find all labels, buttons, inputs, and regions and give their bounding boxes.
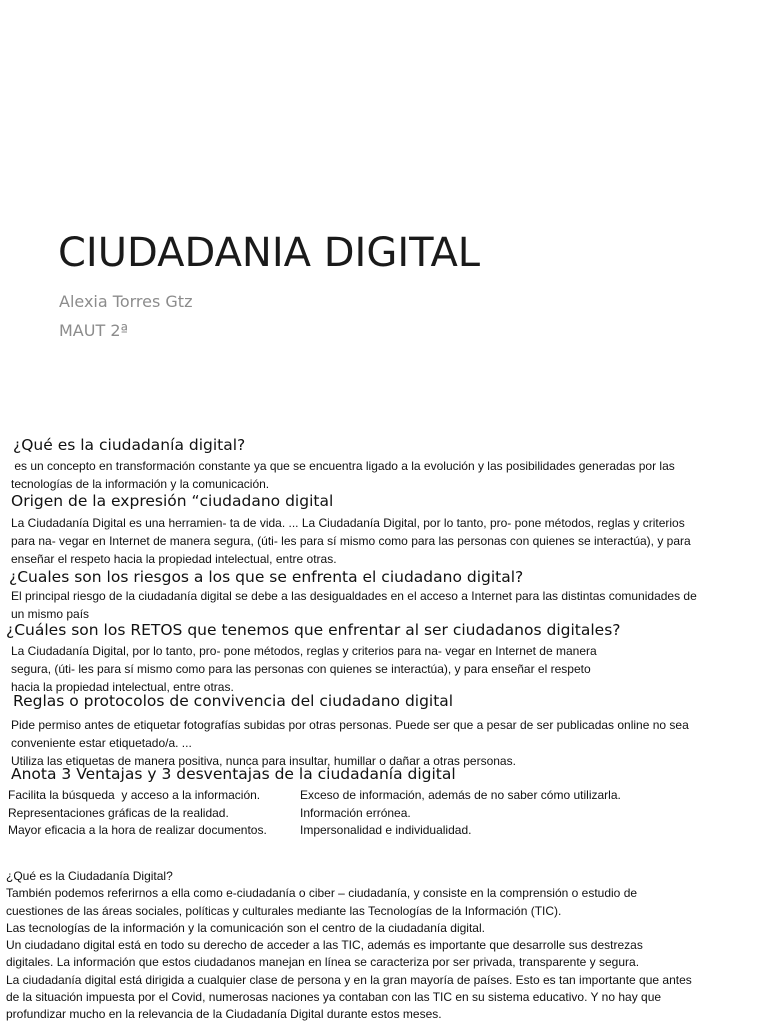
text-line: La ciudadanía digital está dirigida a cualquier clase de persona y en la gran mayoría de países. Esto es tan importante que antes (6, 972, 692, 987)
answer-2 (11, 514, 691, 568)
text-line: profundizar mucho en la relevancia de la Ciudadanía Digital durante estos meses. (6, 1007, 442, 1022)
answer-line: enseñar el respeto hacia la propiedad intelectual, entre otras. (11, 552, 337, 566)
answer-line: tecnologías de la información y la comunicación. (11, 477, 270, 491)
text-line: Las tecnologías de la información y la comunicación son el centro de la ciudadanía digital. (6, 920, 485, 935)
question-heading-6: Anota 3 Ventajas y 3 desventajas de la ciudadanía digital (11, 765, 456, 783)
answer-line: segura, (úti- les para sí mismo como para las personas con quienes se interactúa), y para enseñar el respeto (11, 662, 591, 676)
question-heading-1: ¿Qué es la ciudadanía digital? (13, 436, 246, 454)
author-name: Alexia Torres Gtz (59, 292, 193, 311)
answer-line: Pide permiso antes de etiquetar fotografías subidas por otras personas. Puede ser que a pesar de ser publicadas online no sea (11, 718, 689, 732)
text-line: También podemos referirnos a ella como e-ciudadanía o ciber – ciudadanía, y consiste en la comprensión o estudio de (6, 886, 638, 901)
desventaja-item: Información errónea. (300, 805, 411, 820)
group-label: MAUT 2ª (59, 321, 129, 340)
answer-line: es un concepto en transformación constante ya que se encuentra ligado a la evolución y las posibilidades generadas por las (11, 459, 675, 473)
question-heading-5: Reglas o protocolos de convivencia del ciudadano digital (13, 692, 454, 710)
question-heading-4: ¿Cuáles son los RETOS que tenemos que enfrentar al ser ciudadanos digitales? (6, 621, 621, 639)
question-heading-2: Origen de la expresión “ciudadano digital (11, 492, 334, 510)
answer-line: para na- vegar en Internet de manera segura, (úti- les para sí mismo como para las personas con quienes se interactúa), y para (11, 534, 691, 548)
answer-line: un mismo país (11, 607, 90, 621)
answer-line: Utiliza las etiquetas de manera positiva, nunca para insultar, humillar o dañar a otras personas. (11, 754, 516, 768)
answer-3 (11, 587, 697, 623)
text-slide (6, 868, 692, 1024)
question-heading-3: ¿Cuales son los riesgos a los que se enfrenta el ciudadano digital? (9, 568, 524, 586)
text-line: digitales. La información que estos ciudadanos manejan en línea se caracteriza por ser privada, transparente y segura. (6, 955, 640, 970)
text-line: de la situación impuesta por el Covid, numerosas naciones ya contaban con las TIC en su sistema educativo. Y no hay que (6, 990, 662, 1005)
text-line: cuestiones de las áreas sociales, políticas y culturales mediante las Tecnologías de la Información (TIC). (6, 903, 562, 918)
answer-line: El principal riesgo de la ciudadanía digital se debe a las desigualdades en el acceso a Internet para las distintas comunidades de (11, 589, 697, 603)
ventaja-item: Facilita la búsqueda y acceso a la información. (8, 788, 261, 802)
answer-line: conveniente estar etiquetado/a. ... (11, 736, 192, 750)
desventajas-list (300, 787, 621, 840)
text-line: ¿Qué es la Ciudadanía Digital? (6, 869, 173, 883)
desventaja-item: Impersonalidad e individualidad. (300, 823, 472, 837)
answer-line: hacia la propiedad intelectual, entre otras. (11, 680, 234, 694)
slide-title: CIUDADANIA DIGITAL (58, 230, 481, 276)
ventajas-list (8, 787, 267, 840)
ventaja-item: Representaciones gráficas de la realidad. (8, 805, 229, 820)
answer-line: La Ciudadanía Digital, por lo tanto, pro- pone métodos, reglas y criterios para na- vegar en Internet de manera (11, 644, 597, 658)
ventaja-item: Mayor eficacia a la hora de realizar documentos. (8, 823, 267, 837)
answer-5 (11, 716, 689, 770)
desventaja-item: Exceso de información, además de no saber cómo utilizarla. (300, 788, 621, 802)
answer-line: La Ciudadanía Digital es una herramien- ta de vida. ... La Ciudadanía Digital, por lo tanto, pro- pone métodos, reglas y criterios (11, 516, 685, 530)
answer-4 (11, 642, 597, 696)
text-line: Un ciudadano digital está en todo su derecho de acceder a las TIC, además es importante que desarrolle sus destrezas (6, 938, 643, 953)
answer-1 (11, 457, 675, 493)
